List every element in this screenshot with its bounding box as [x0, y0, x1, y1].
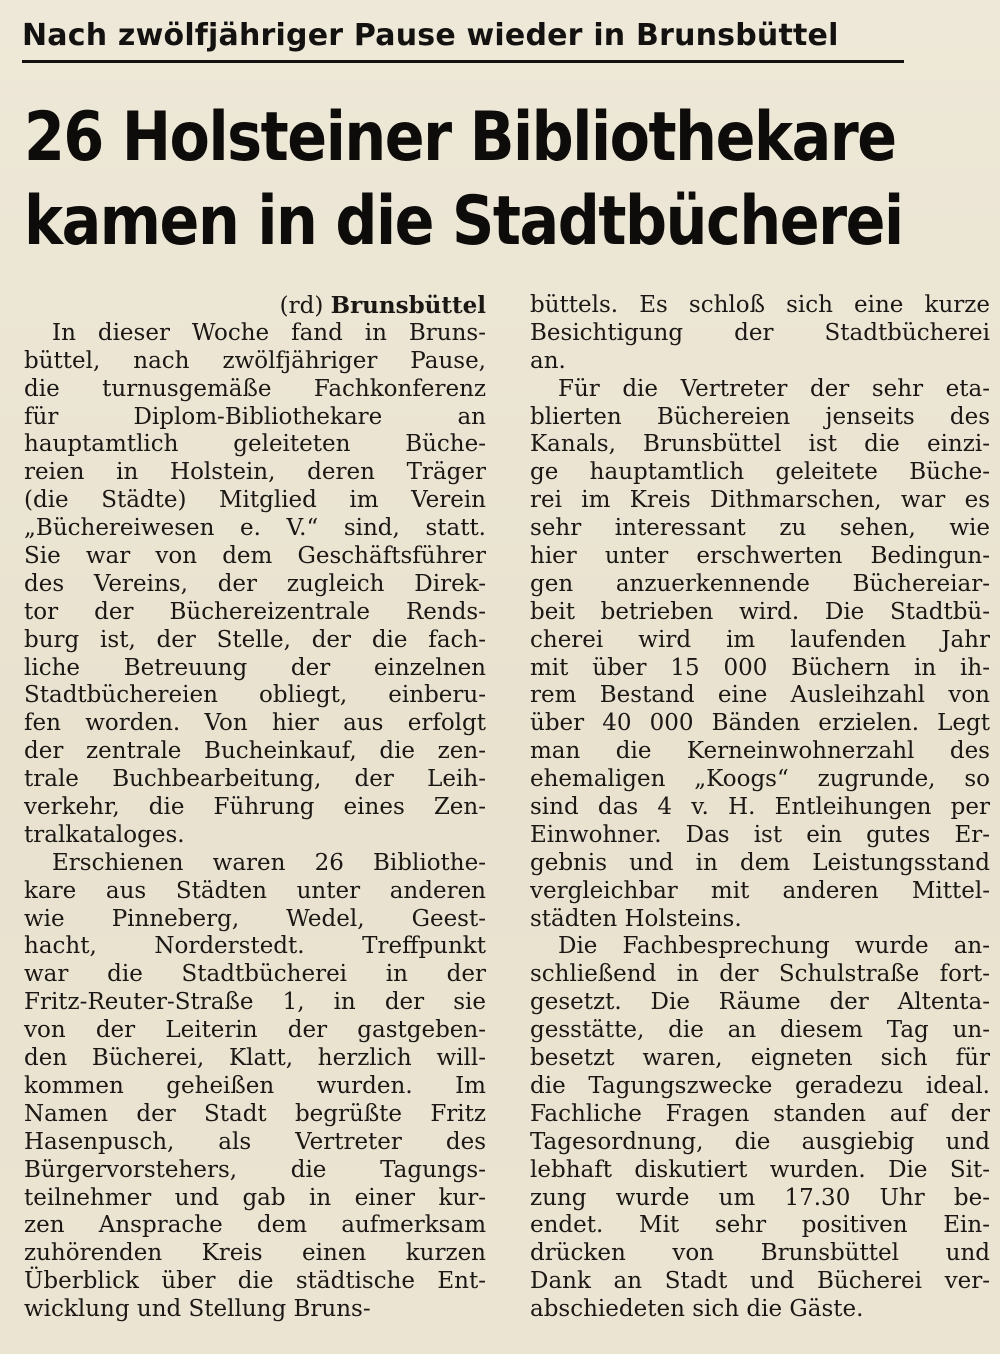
text-line: drücken von Brunsbüttel und	[530, 1240, 990, 1267]
text-line: städten Holsteins.	[530, 905, 742, 932]
byline-place: Brunsbüttel	[330, 292, 486, 319]
byline	[24, 292, 486, 320]
text-line: beit betrieben wird. Die Stadtbü-	[530, 598, 990, 625]
text-line: über 40 000 Bänden erzielen. Legt	[530, 710, 990, 737]
headline	[24, 96, 926, 264]
text-line: sind das 4 v. H. Entleihungen per	[530, 794, 990, 821]
text-line: rei im Kreis Dithmarschen, war es	[530, 487, 990, 514]
text-line: ge hauptamtlich geleitete Büche-	[530, 459, 990, 486]
text-line: zung wurde um 17.30 Uhr be-	[530, 1184, 990, 1211]
text-line: zuhörenden Kreis einen kurzen	[24, 1240, 486, 1267]
text-line: rem Bestand eine Ausleihzahl von	[530, 682, 990, 709]
headline-line-2: kamen in die Stadtbücherei	[24, 182, 903, 261]
text-line: reien in Holstein, deren Träger	[24, 459, 486, 486]
text-line: Namen der Stadt begrüßte Fritz	[24, 1100, 486, 1127]
byline-prefix: (rd)	[279, 293, 324, 319]
text-line: wicklung und Stellung Bruns-	[24, 1296, 371, 1323]
text-line: Stadtbüchereien obliegt, einberu-	[24, 682, 486, 709]
text-line: „Büchereiwesen e. V.“ sind, statt.	[24, 515, 486, 542]
text-line: blierten Büchereien jenseits des	[530, 403, 990, 430]
text-line: Bürgervorstehers, die Tagungs-	[24, 1156, 486, 1183]
kicker-line: Nach zwölfjähriger Pause wieder in Brunsbüttel	[22, 16, 904, 63]
text-line: Tagesordnung, die ausgiebig und	[530, 1128, 990, 1155]
text-line: gesetzt. Die Räume der Altenta-	[530, 989, 990, 1016]
text-line: kommen geheißen wurden. Im	[24, 1072, 486, 1099]
text-line: der zentrale Bucheinkauf, die zen-	[24, 738, 486, 765]
article-column-left	[24, 292, 486, 1324]
text-line: tor der Büchereizentrale Rends-	[24, 598, 486, 625]
text-line: teilnehmer und gab in einer kur-	[24, 1184, 486, 1211]
text-line: trale Buchbearbeitung, der Leih-	[24, 766, 486, 793]
text-line: endet. Mit sehr positiven Ein-	[530, 1212, 990, 1239]
text-line: büttel, nach zwölfjähriger Pause,	[24, 347, 486, 374]
text-line: tralkataloges.	[24, 821, 185, 848]
text-line: sehr interessant zu sehen, wie	[530, 515, 990, 542]
text-line: Sie war von dem Geschäftsführer	[24, 543, 486, 570]
text-line: für Diplom-Bibliothekare an	[24, 403, 486, 430]
text-line: mit über 15 000 Büchern in ih-	[530, 654, 990, 681]
text-line: des Vereins, der zugleich Direk-	[24, 570, 486, 597]
text-line: hacht, Norderstedt. Treffpunkt	[24, 933, 486, 960]
text-line: abschiedeten sich die Gäste.	[530, 1296, 864, 1323]
text-line: gebnis und in dem Leistungsstand	[530, 849, 990, 876]
text-line: schließend in der Schulstraße fort-	[530, 961, 990, 988]
text-line: an.	[530, 347, 566, 374]
text-line: Überblick über die städtische Ent-	[24, 1268, 486, 1295]
headline-line-1: 26 Holsteiner Bibliothekare	[24, 98, 896, 177]
text-line: liche Betreuung der einzelnen	[24, 654, 486, 681]
text-line: Die Fachbesprechung wurde an-	[558, 933, 990, 960]
text-line: den Bücherei, Klatt, herzlich will-	[24, 1045, 486, 1072]
text-line: Dank an Stadt und Bücherei ver-	[530, 1268, 990, 1295]
text-line: von der Leiterin der gastgeben-	[24, 1017, 486, 1044]
text-line: büttels. Es schloß sich eine kurze	[530, 292, 990, 318]
text-line: hier unter erschwerten Bedingun-	[530, 543, 990, 570]
text-line: Fachliche Fragen standen auf der	[530, 1100, 990, 1127]
text-line: wie Pinneberg, Wedel, Geest-	[24, 905, 486, 932]
text-line: man die Kerneinwohnerzahl des	[530, 738, 990, 765]
text-line: gen anzuerkennende Büchereiar-	[530, 570, 990, 597]
text-line: fen worden. Von hier aus erfolgt	[24, 710, 486, 737]
text-line: Hasenpusch, als Vertreter des	[24, 1128, 486, 1155]
text-line: war die Stadtbücherei in der	[24, 961, 486, 988]
text-line: lebhaft diskutiert wurden. Die Sit-	[530, 1156, 990, 1183]
text-line: Kanals, Brunsbüttel ist die einzi-	[530, 431, 990, 458]
text-line: gesstätte, die an diesem Tag un-	[530, 1017, 990, 1044]
text-line: In dieser Woche fand in Bruns-	[52, 319, 486, 346]
text-line: vergleichbar mit anderen Mittel-	[530, 877, 990, 904]
text-line: burg ist, der Stelle, der die fach-	[24, 626, 486, 653]
text-line: (die Städte) Mitglied im Verein	[24, 487, 486, 514]
text-line: verkehr, die Führung eines Zen-	[24, 794, 486, 821]
left-column-text	[24, 320, 486, 1324]
text-line: Fritz-Reuter-Straße 1, in der sie	[24, 989, 486, 1016]
text-line: hauptamtlich geleiteten Büche-	[24, 431, 486, 458]
text-line: Für die Vertreter der sehr eta-	[558, 375, 990, 402]
text-line: die turnusgemäße Fachkonferenz	[24, 375, 486, 402]
text-line: Erschienen waren 26 Bibliothe-	[52, 849, 486, 876]
right-column-text	[530, 292, 990, 1324]
text-line: Besichtigung der Stadtbücherei	[530, 319, 990, 346]
text-line: kare aus Städten unter anderen	[24, 877, 486, 904]
text-line: die Tagungszwecke geradezu ideal.	[530, 1072, 990, 1099]
text-line: ehemaligen „Koogs“ zugrunde, so	[530, 766, 990, 793]
text-line: Einwohner. Das ist ein gutes Er-	[530, 821, 990, 848]
text-line: zen Ansprache dem aufmerksam	[24, 1212, 486, 1239]
article-column-right	[530, 292, 990, 1324]
text-line: cherei wird im laufenden Jahr	[530, 626, 990, 653]
text-line: besetzt waren, eigneten sich für	[530, 1045, 990, 1072]
